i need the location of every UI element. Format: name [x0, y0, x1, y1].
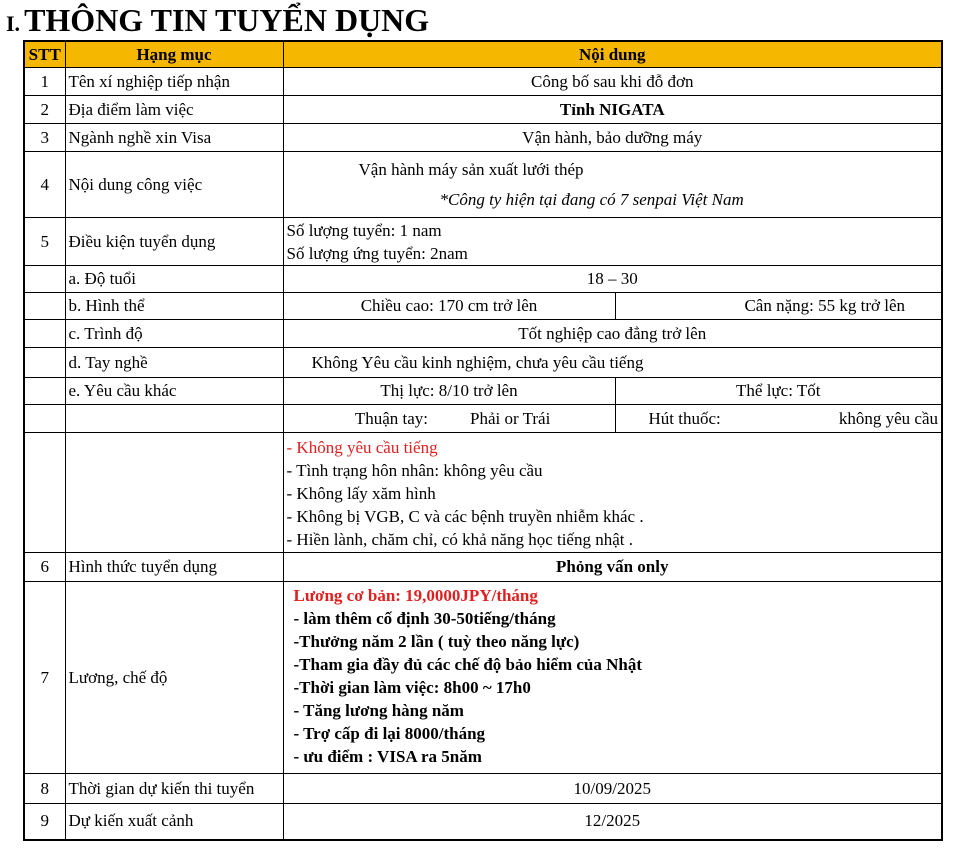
row-stt: 9 [24, 804, 65, 840]
salary-cell [283, 582, 942, 774]
row-value [283, 152, 942, 218]
row-label: Nội dung công việc [65, 152, 283, 218]
age-value: 18 – 30 [283, 266, 942, 293]
row-label: Tên xí nghiệp tiếp nhận [65, 68, 283, 96]
header-stt: STT [24, 41, 65, 68]
page-title [6, 0, 429, 40]
benefit-item: -Thưởng năm 2 lần ( tuỳ theo năng lực) [293, 632, 580, 651]
row-label: Ngành nghề xin Visa [65, 124, 283, 152]
note-item: - Không yêu cầu tiếng [286, 438, 438, 457]
smoking-label: Hút thuốc: [648, 408, 721, 428]
row-label: c. Trình độ [65, 320, 283, 348]
handedness-label: Thuận tay: [354, 408, 428, 428]
row-label: Địa điểm làm việc [65, 96, 283, 124]
row-label: b. Hình thể [65, 293, 283, 320]
table-row [24, 405, 942, 433]
row-stt: 4 [24, 152, 65, 218]
row-value: 12/2025 [283, 804, 942, 840]
row-value: 10/09/2025 [283, 774, 942, 804]
benefit-item: -Thời gian làm việc: 8h00 ~ 17h0 [293, 678, 531, 697]
row-label: a. Độ tuổi [65, 266, 283, 293]
table-row [24, 320, 942, 348]
row-value: Phỏng vấn only [283, 553, 942, 582]
skill-value: Không Yêu cầu kinh nghiệm, chưa yêu cầu tiếng [283, 348, 942, 378]
row-label: Hình thức tuyển dụng [65, 553, 283, 582]
table-row [24, 218, 942, 266]
table-row [24, 582, 942, 774]
row-stt: 3 [24, 124, 65, 152]
table-row [24, 266, 942, 293]
table-row [24, 293, 942, 320]
smoking-cell [615, 405, 942, 433]
note-item: - Không lấy xăm hình [286, 484, 436, 503]
benefit-item: - làm thêm cố định 30-50tiếng/tháng [293, 609, 556, 628]
benefit-item: - ưu điểm : VISA ra 5năm [293, 747, 482, 766]
notes-cell [283, 433, 942, 553]
row-stt: 5 [24, 218, 65, 266]
row-label: Lương, chế độ [65, 582, 283, 774]
row-label: d. Tay nghề [65, 348, 283, 378]
row-stt: 8 [24, 774, 65, 804]
row-stt: 7 [24, 582, 65, 774]
note-item: - Không bị VGB, C và các bệnh truyền nhiễm khác . [286, 507, 644, 526]
table-row [24, 68, 942, 96]
table-row [24, 433, 942, 553]
table-row [24, 804, 942, 840]
table-row [24, 348, 942, 378]
benefit-item: - Tăng lương hàng năm [293, 701, 464, 720]
weight-requirement: Cân nặng: 55 kg trở lên [615, 293, 942, 320]
row-label: Dự kiến xuất cảnh [65, 804, 283, 840]
table-row [24, 553, 942, 582]
header-category: Hạng mục [65, 41, 283, 68]
header-content: Nội dung [283, 41, 942, 68]
section-title: THÔNG TIN TUYỂN DỤNG [24, 2, 430, 38]
eyesight-requirement: Thị lực: 8/10 trở lên [283, 378, 615, 405]
note-item: - Tình trạng hôn nhân: không yêu cầu [286, 461, 543, 480]
table-row [24, 124, 942, 152]
recruit-count: Số lượng tuyển: 1 nam [286, 220, 442, 240]
row-label: Điều kiện tuyển dụng [65, 218, 283, 266]
fitness-requirement: Thể lực: Tốt [615, 378, 942, 405]
row-stt: 6 [24, 553, 65, 582]
height-requirement: Chiều cao: 170 cm trở lên [283, 293, 615, 320]
section-number: I. [6, 11, 21, 36]
applicant-count: Số lượng ứng tuyển: 2nam [286, 243, 468, 263]
recruitment-table [23, 40, 943, 841]
table-row [24, 96, 942, 124]
smoking-value: không yêu cầu [838, 408, 938, 428]
table-row [24, 152, 942, 218]
base-salary: Lương cơ bản: 19,0000JPY/tháng [293, 586, 538, 605]
note-item: - Hiền lành, chăm chỉ, có khả năng học tiếng nhật . [286, 530, 633, 549]
job-description: Vận hành máy sản xuất lưới thép [358, 159, 584, 179]
row-value [283, 218, 942, 266]
row-value: Công bố sau khi đỗ đơn [283, 68, 942, 96]
row-label: e. Yêu cầu khác [65, 378, 283, 405]
benefit-item: - Trợ cấp đi lại 8000/tháng [293, 724, 486, 743]
row-value: Tỉnh NIGATA [283, 96, 942, 124]
senpai-note: *Công ty hiện tại đang có 7 senpai Việt Nam [439, 189, 744, 209]
handedness-value: Phải or Trái [470, 408, 551, 428]
table-header-row [24, 41, 942, 68]
table-row [24, 378, 942, 405]
row-stt: 2 [24, 96, 65, 124]
handedness-cell [283, 405, 615, 433]
table-row [24, 774, 942, 804]
row-stt: 1 [24, 68, 65, 96]
benefit-item: -Tham gia đầy đủ các chế độ bảo hiểm của Nhật [293, 655, 643, 674]
row-label: Thời gian dự kiến thi tuyển [65, 774, 283, 804]
education-value: Tốt nghiệp cao đẳng trở lên [283, 320, 942, 348]
row-value: Vận hành, bảo dưỡng máy [283, 124, 942, 152]
